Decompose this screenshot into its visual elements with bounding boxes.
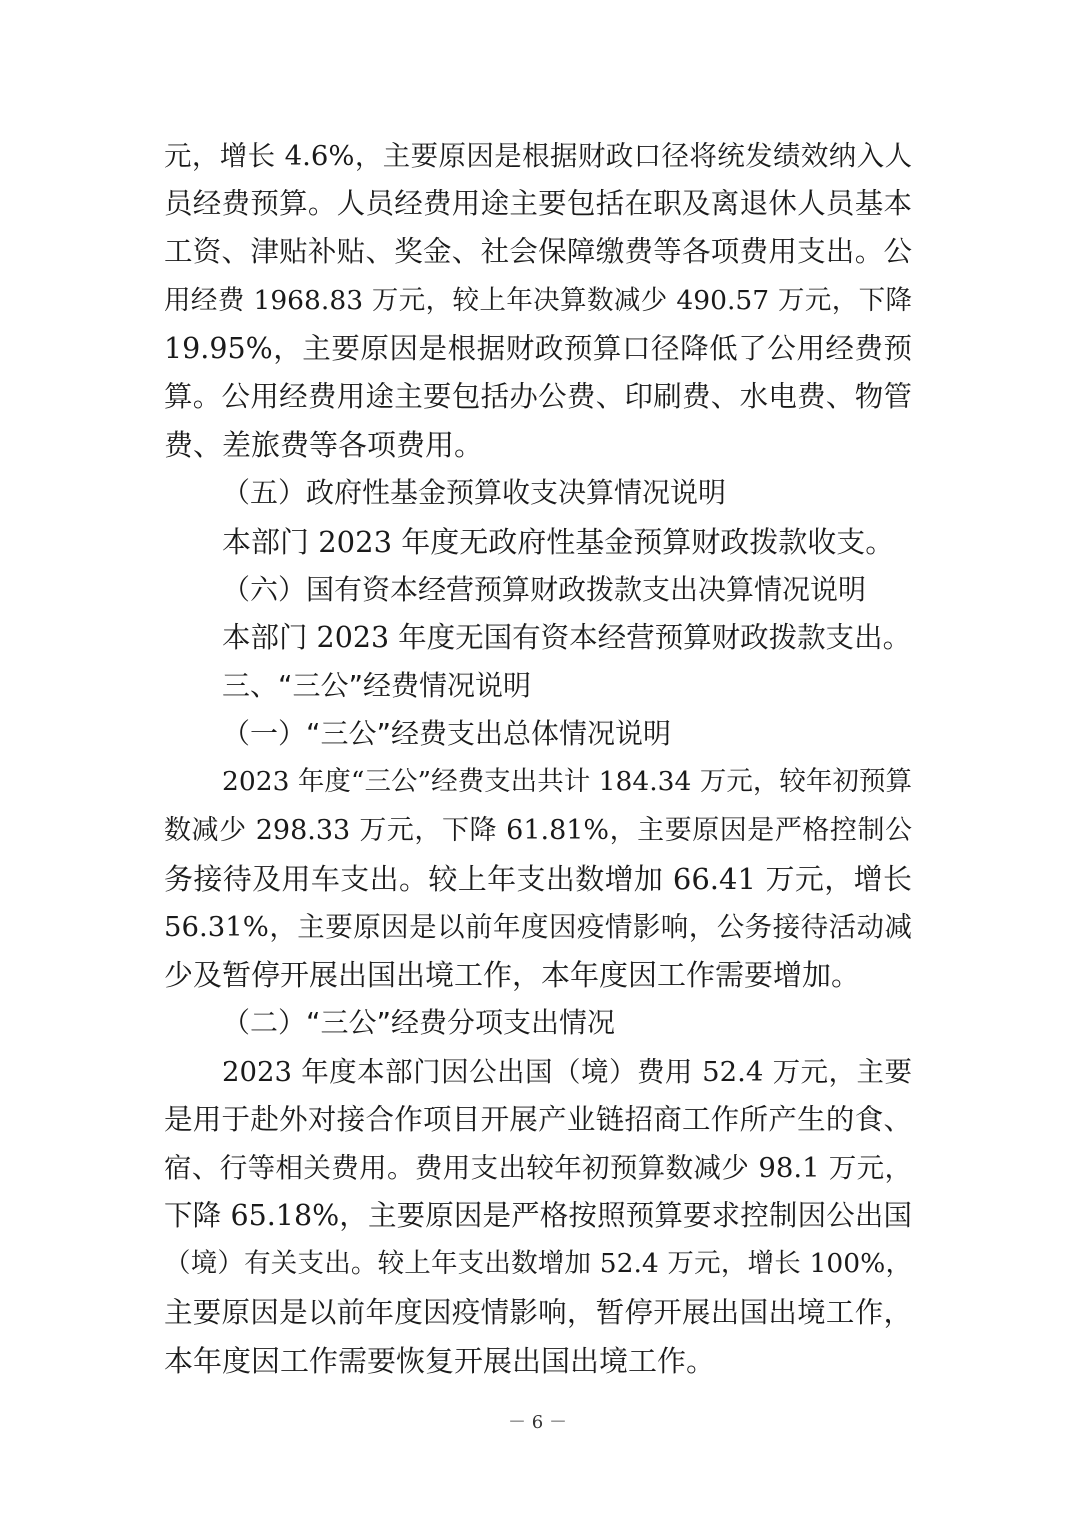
text-line: 2023 年度本部门因公出国（境）费用 52.4 万元，主要 [222,1055,912,1088]
text-line: 本部门 2023 年度无国有资本经营预算财政拨款支出。 [222,620,912,654]
text-line: 用经费 1968.83 万元，较上年决算数减少 490.57 万元，下降 [164,284,912,316]
text-line: 2023 年度“三公”经费支出共计 184.34 万元，较年初预算 [222,766,912,798]
chapter-heading: 三、“三公”经费情况说明 [222,669,532,703]
text-line: 工资、津贴补贴、奖金、社会保障缴费等各项费用支出。公 [164,235,912,269]
text-line: 本部门 2023 年度无政府性基金预算财政拨款收支。 [222,524,895,559]
section-heading: （二）“三公”经费分项支出情况 [222,1006,616,1040]
page-number: － 6 － [508,1412,567,1433]
section-heading: （五）政府性基金预算收支决算情况说明 [222,476,727,510]
text-line: 务接待及用车支出。较上年支出数增加 66.41 万元，增长 [164,861,912,896]
text-line: 主要原因是以前年度因疫情影响，暂停开展出国出境工作， [164,1295,912,1329]
section-heading: （六）国有资本经营预算财政拨款支出决算情况说明 [222,572,867,606]
text-line: 19.95%，主要原因是根据财政预算口径降低了公用经费预 [164,331,912,365]
text-line: 少及暂停开展出国出境工作，本年度因工作需要增加。 [164,958,861,993]
text-line: 元，增长 4.6%，主要原因是根据财政口径将统发绩效纳入人 [164,140,912,172]
text-line: 下降 65.18%，主要原因是严格按照预算要求控制因公出国 [164,1199,912,1233]
body-text [164,132,912,1385]
text-line: 员经费预算。人员经费用途主要包括在职及离退休人员基本 [164,187,912,221]
text-line: 算。公用经费用途主要包括办公费、印刷费、水电费、物管 [164,379,912,413]
text-line: 数减少 298.33 万元，下降 61.81%，主要原因是严格控制公 [164,814,912,846]
text-line: 是用于赴外对接合作项目开展产业链招商工作所产生的食、 [164,1102,912,1136]
text-line: （境）有关支出。较上年支出数增加 52.4 万元，增长 100%， [164,1248,912,1280]
text-line: 本年度因工作需要恢复开展出国出境工作。 [164,1343,716,1378]
text-line: 56.31%，主要原因是以前年度因疫情影响，公务接待活动减 [164,911,912,943]
text-line: 宿、行等相关费用。费用支出较年初预算数减少 98.1 万元， [164,1151,912,1184]
text-line: 费、差旅费等各项费用。 [164,428,484,463]
section-heading: （一）“三公”经费支出总体情况说明 [222,717,672,751]
